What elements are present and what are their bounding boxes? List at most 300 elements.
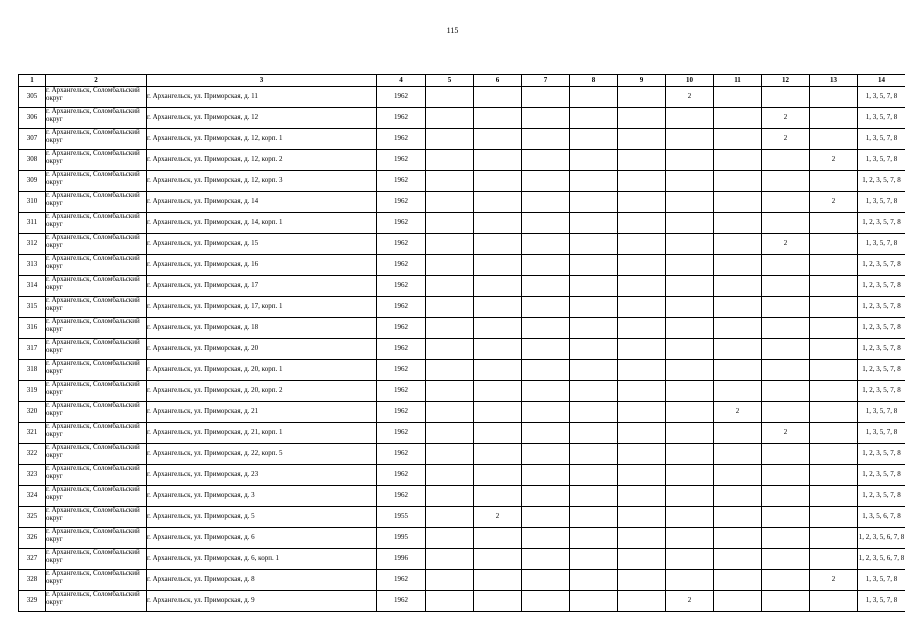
year-cell: 1962: [377, 108, 426, 129]
table-row: [19, 213, 905, 234]
col8-cell: [570, 255, 618, 276]
district-cell: г. Архангельск, Соломбальский округ: [46, 423, 147, 444]
col14-cell: 1, 3, 5, 7, 8: [858, 87, 905, 108]
col10-cell: [666, 423, 714, 444]
col6-cell: [474, 339, 522, 360]
col14-cell: 1, 3, 5, 7, 8: [858, 591, 905, 612]
col9-cell: [618, 297, 666, 318]
year-cell: 1962: [377, 360, 426, 381]
row-number: 307: [19, 129, 46, 150]
address-cell: г. Архангельск, ул. Приморская, д. 16: [147, 255, 377, 276]
address-cell: г. Архангельск, ул. Приморская, д. 12, корп. 2: [147, 150, 377, 171]
col11-cell: [714, 339, 762, 360]
row-number: 308: [19, 150, 46, 171]
col14-cell: 1, 2, 3, 5, 7, 8: [858, 486, 905, 507]
col10-cell: [666, 486, 714, 507]
district-cell: г. Архангельск, Соломбальский округ: [46, 360, 147, 381]
col9-cell: [618, 87, 666, 108]
col8-cell: [570, 423, 618, 444]
col8-cell: [570, 402, 618, 423]
row-number: 311: [19, 213, 46, 234]
address-cell: г. Архангельск, ул. Приморская, д. 12: [147, 108, 377, 129]
col6-cell: [474, 108, 522, 129]
year-cell: 1962: [377, 150, 426, 171]
col7-cell: [522, 297, 570, 318]
col12-cell: 2: [762, 234, 810, 255]
col7-cell: [522, 381, 570, 402]
col11-cell: [714, 360, 762, 381]
address-cell: г. Архангельск, ул. Приморская, д. 6, корп. 1: [147, 549, 377, 570]
row-number: 316: [19, 318, 46, 339]
table-row: [19, 402, 905, 423]
col8-cell: [570, 486, 618, 507]
col5-cell: [426, 381, 474, 402]
col14-cell: 1, 2, 3, 5, 6, 7, 8: [858, 549, 905, 570]
district-cell: г. Архангельск, Соломбальский округ: [46, 234, 147, 255]
col11-cell: [714, 591, 762, 612]
col6-cell: [474, 87, 522, 108]
col10-cell: [666, 549, 714, 570]
col13-cell: [810, 486, 858, 507]
address-cell: г. Архангельск, ул. Приморская, д. 11: [147, 87, 377, 108]
col10-cell: [666, 570, 714, 591]
col6-cell: [474, 486, 522, 507]
page-number: 115: [446, 26, 459, 35]
table-row: [19, 276, 905, 297]
col13-cell: 2: [810, 150, 858, 171]
col14-cell: 1, 2, 3, 5, 6, 7, 8: [858, 528, 905, 549]
col13-cell: [810, 339, 858, 360]
column-header-7: 7: [522, 75, 570, 87]
column-header-3: 3: [147, 75, 377, 87]
district-cell: г. Архангельск, Соломбальский округ: [46, 381, 147, 402]
col14-cell: 1, 3, 5, 7, 8: [858, 423, 905, 444]
col12-cell: [762, 528, 810, 549]
col11-cell: [714, 297, 762, 318]
col5-cell: [426, 423, 474, 444]
col9-cell: [618, 444, 666, 465]
col9-cell: [618, 171, 666, 192]
col11-cell: [714, 129, 762, 150]
address-cell: г. Архангельск, ул. Приморская, д. 20, корп. 1: [147, 360, 377, 381]
col5-cell: [426, 360, 474, 381]
col11-cell: [714, 192, 762, 213]
column-header-9: 9: [618, 75, 666, 87]
col13-cell: [810, 444, 858, 465]
col13-cell: [810, 423, 858, 444]
col5-cell: [426, 465, 474, 486]
col12-cell: [762, 150, 810, 171]
table-row: [19, 423, 905, 444]
col5-cell: [426, 507, 474, 528]
col12-cell: 2: [762, 423, 810, 444]
table-row: [19, 528, 905, 549]
row-number: 323: [19, 465, 46, 486]
col5-cell: [426, 297, 474, 318]
district-cell: г. Архангельск, Соломбальский округ: [46, 276, 147, 297]
address-cell: г. Архангельск, ул. Приморская, д. 22, корп. 5: [147, 444, 377, 465]
year-cell: 1962: [377, 423, 426, 444]
address-cell: г. Архангельск, ул. Приморская, д. 5: [147, 507, 377, 528]
col13-cell: [810, 255, 858, 276]
col5-cell: [426, 570, 474, 591]
year-cell: 1995: [377, 528, 426, 549]
col14-cell: 1, 3, 5, 7, 8: [858, 108, 905, 129]
year-cell: 1955: [377, 507, 426, 528]
col10-cell: [666, 171, 714, 192]
col11-cell: [714, 255, 762, 276]
header-row: [19, 75, 905, 87]
column-header-2: 2: [46, 75, 147, 87]
col13-cell: [810, 297, 858, 318]
district-cell: г. Архангельск, Соломбальский округ: [46, 339, 147, 360]
col12-cell: [762, 213, 810, 234]
col9-cell: [618, 570, 666, 591]
table-row: [19, 465, 905, 486]
col9-cell: [618, 549, 666, 570]
col9-cell: [618, 591, 666, 612]
address-cell: г. Архангельск, ул. Приморская, д. 18: [147, 318, 377, 339]
col13-cell: [810, 591, 858, 612]
row-number: 309: [19, 171, 46, 192]
col13-cell: [810, 234, 858, 255]
col13-cell: 2: [810, 192, 858, 213]
col11-cell: [714, 318, 762, 339]
col14-cell: 1, 2, 3, 5, 7, 8: [858, 276, 905, 297]
column-header-10: 10: [666, 75, 714, 87]
col10-cell: [666, 444, 714, 465]
col8-cell: [570, 297, 618, 318]
table-row: [19, 108, 905, 129]
row-number: 310: [19, 192, 46, 213]
col6-cell: [474, 381, 522, 402]
col5-cell: [426, 129, 474, 150]
district-cell: г. Архангельск, Соломбальский округ: [46, 507, 147, 528]
col10-cell: 2: [666, 591, 714, 612]
col10-cell: 2: [666, 87, 714, 108]
table-row: [19, 171, 905, 192]
col7-cell: [522, 591, 570, 612]
col8-cell: [570, 528, 618, 549]
col13-cell: [810, 129, 858, 150]
col9-cell: [618, 402, 666, 423]
table-row: [19, 87, 905, 108]
address-cell: г. Архангельск, ул. Приморская, д. 17: [147, 276, 377, 297]
row-number: 318: [19, 360, 46, 381]
row-number: 313: [19, 255, 46, 276]
col10-cell: [666, 360, 714, 381]
column-header-1: 1: [19, 75, 46, 87]
col13-cell: [810, 108, 858, 129]
table-row: [19, 234, 905, 255]
year-cell: 1962: [377, 318, 426, 339]
col14-cell: 1, 2, 3, 5, 7, 8: [858, 318, 905, 339]
address-cell: г. Архангельск, ул. Приморская, д. 20: [147, 339, 377, 360]
col12-cell: [762, 444, 810, 465]
col7-cell: [522, 108, 570, 129]
col11-cell: [714, 213, 762, 234]
col12-cell: 2: [762, 108, 810, 129]
row-number: 322: [19, 444, 46, 465]
col9-cell: [618, 213, 666, 234]
year-cell: 1962: [377, 192, 426, 213]
table-row: [19, 255, 905, 276]
column-header-4: 4: [377, 75, 426, 87]
row-number: 327: [19, 549, 46, 570]
table-row: [19, 507, 905, 528]
district-cell: г. Архангельск, Соломбальский округ: [46, 528, 147, 549]
row-number: 305: [19, 87, 46, 108]
col5-cell: [426, 549, 474, 570]
col5-cell: [426, 87, 474, 108]
col9-cell: [618, 318, 666, 339]
col12-cell: [762, 507, 810, 528]
col14-cell: 1, 3, 5, 7, 8: [858, 150, 905, 171]
col14-cell: 1, 3, 5, 7, 8: [858, 234, 905, 255]
col10-cell: [666, 192, 714, 213]
district-cell: г. Архангельск, Соломбальский округ: [46, 129, 147, 150]
year-cell: 1962: [377, 591, 426, 612]
address-cell: г. Архангельск, ул. Приморская, д. 21, корп. 1: [147, 423, 377, 444]
address-cell: г. Архангельск, ул. Приморская, д. 8: [147, 570, 377, 591]
col13-cell: [810, 528, 858, 549]
col5-cell: [426, 486, 474, 507]
row-number: 325: [19, 507, 46, 528]
district-cell: г. Архангельск, Соломбальский округ: [46, 486, 147, 507]
col11-cell: [714, 171, 762, 192]
district-cell: г. Архангельск, Соломбальский округ: [46, 213, 147, 234]
col12-cell: [762, 87, 810, 108]
col8-cell: [570, 591, 618, 612]
col7-cell: [522, 150, 570, 171]
col9-cell: [618, 465, 666, 486]
column-header-13: 13: [810, 75, 858, 87]
col9-cell: [618, 150, 666, 171]
col9-cell: [618, 255, 666, 276]
address-cell: г. Архангельск, ул. Приморская, д. 14: [147, 192, 377, 213]
col7-cell: [522, 318, 570, 339]
col13-cell: [810, 507, 858, 528]
year-cell: 1962: [377, 129, 426, 150]
col12-cell: [762, 381, 810, 402]
col11-cell: [714, 486, 762, 507]
year-cell: 1962: [377, 402, 426, 423]
col6-cell: [474, 591, 522, 612]
year-cell: 1962: [377, 87, 426, 108]
col7-cell: [522, 465, 570, 486]
address-cell: г. Архангельск, ул. Приморская, д. 6: [147, 528, 377, 549]
col7-cell: [522, 507, 570, 528]
address-cell: г. Архангельск, ул. Приморская, д. 15: [147, 234, 377, 255]
col12-cell: 2: [762, 129, 810, 150]
year-cell: 1962: [377, 171, 426, 192]
address-cell: г. Архангельск, ул. Приморская, д. 14, корп. 1: [147, 213, 377, 234]
table-row: [19, 360, 905, 381]
col14-cell: 1, 2, 3, 5, 7, 8: [858, 339, 905, 360]
register-table: [18, 74, 905, 612]
column-header-8: 8: [570, 75, 618, 87]
table-row: [19, 591, 905, 612]
col14-cell: 1, 2, 3, 5, 7, 8: [858, 381, 905, 402]
col11-cell: [714, 507, 762, 528]
district-cell: г. Архангельск, Соломбальский округ: [46, 108, 147, 129]
col13-cell: [810, 171, 858, 192]
table-body: [19, 87, 905, 612]
year-cell: 1962: [377, 339, 426, 360]
col10-cell: [666, 465, 714, 486]
col11-cell: [714, 570, 762, 591]
district-cell: г. Архангельск, Соломбальский округ: [46, 549, 147, 570]
address-cell: г. Архангельск, ул. Приморская, д. 12, корп. 3: [147, 171, 377, 192]
col8-cell: [570, 108, 618, 129]
col12-cell: [762, 360, 810, 381]
col6-cell: [474, 318, 522, 339]
district-cell: г. Архангельск, Соломбальский округ: [46, 318, 147, 339]
col13-cell: [810, 276, 858, 297]
col9-cell: [618, 507, 666, 528]
col6-cell: [474, 192, 522, 213]
col11-cell: [714, 381, 762, 402]
col5-cell: [426, 213, 474, 234]
col7-cell: [522, 213, 570, 234]
district-cell: г. Архангельск, Соломбальский округ: [46, 570, 147, 591]
col7-cell: [522, 486, 570, 507]
col6-cell: [474, 402, 522, 423]
address-cell: г. Архангельск, ул. Приморская, д. 21: [147, 402, 377, 423]
col12-cell: [762, 339, 810, 360]
col10-cell: [666, 150, 714, 171]
col5-cell: [426, 171, 474, 192]
col8-cell: [570, 444, 618, 465]
col13-cell: [810, 87, 858, 108]
col5-cell: [426, 402, 474, 423]
col13-cell: [810, 360, 858, 381]
col9-cell: [618, 360, 666, 381]
table-row: [19, 192, 905, 213]
col7-cell: [522, 423, 570, 444]
col12-cell: [762, 297, 810, 318]
col11-cell: [714, 465, 762, 486]
col8-cell: [570, 213, 618, 234]
col5-cell: [426, 255, 474, 276]
column-header-5: 5: [426, 75, 474, 87]
col7-cell: [522, 360, 570, 381]
col7-cell: [522, 528, 570, 549]
col5-cell: [426, 234, 474, 255]
col7-cell: [522, 444, 570, 465]
col7-cell: [522, 234, 570, 255]
col8-cell: [570, 360, 618, 381]
col10-cell: [666, 318, 714, 339]
col12-cell: [762, 591, 810, 612]
district-cell: г. Архангельск, Соломбальский округ: [46, 171, 147, 192]
year-cell: 1962: [377, 213, 426, 234]
col13-cell: [810, 318, 858, 339]
col8-cell: [570, 318, 618, 339]
col9-cell: [618, 486, 666, 507]
year-cell: 1996: [377, 549, 426, 570]
col6-cell: [474, 150, 522, 171]
col5-cell: [426, 591, 474, 612]
col14-cell: 1, 3, 5, 7, 8: [858, 192, 905, 213]
district-cell: г. Архангельск, Соломбальский округ: [46, 150, 147, 171]
col6-cell: [474, 297, 522, 318]
year-cell: 1962: [377, 444, 426, 465]
col8-cell: [570, 171, 618, 192]
col10-cell: [666, 129, 714, 150]
col14-cell: 1, 2, 3, 5, 7, 8: [858, 213, 905, 234]
col6-cell: 2: [474, 507, 522, 528]
col7-cell: [522, 339, 570, 360]
col10-cell: [666, 276, 714, 297]
col6-cell: [474, 234, 522, 255]
col9-cell: [618, 129, 666, 150]
col5-cell: [426, 150, 474, 171]
col7-cell: [522, 570, 570, 591]
year-cell: 1962: [377, 465, 426, 486]
column-header-12: 12: [762, 75, 810, 87]
row-number: 317: [19, 339, 46, 360]
col7-cell: [522, 87, 570, 108]
row-number: 321: [19, 423, 46, 444]
col6-cell: [474, 465, 522, 486]
col13-cell: [810, 465, 858, 486]
col14-cell: 1, 3, 5, 7, 8: [858, 402, 905, 423]
table-row: [19, 129, 905, 150]
year-cell: 1962: [377, 381, 426, 402]
col14-cell: 1, 2, 3, 5, 7, 8: [858, 255, 905, 276]
address-cell: г. Архангельск, ул. Приморская, д. 9: [147, 591, 377, 612]
col12-cell: [762, 486, 810, 507]
address-cell: г. Архангельск, ул. Приморская, д. 3: [147, 486, 377, 507]
address-cell: г. Архангельск, ул. Приморская, д. 12, корп. 1: [147, 129, 377, 150]
address-cell: г. Архангельск, ул. Приморская, д. 23: [147, 465, 377, 486]
col13-cell: [810, 402, 858, 423]
col10-cell: [666, 528, 714, 549]
col12-cell: [762, 570, 810, 591]
district-cell: г. Архангельск, Соломбальский округ: [46, 444, 147, 465]
row-number: 315: [19, 297, 46, 318]
col6-cell: [474, 549, 522, 570]
col8-cell: [570, 192, 618, 213]
col10-cell: [666, 234, 714, 255]
col8-cell: [570, 549, 618, 570]
col5-cell: [426, 339, 474, 360]
address-cell: г. Архангельск, ул. Приморская, д. 17, корп. 1: [147, 297, 377, 318]
col6-cell: [474, 444, 522, 465]
col8-cell: [570, 276, 618, 297]
col6-cell: [474, 213, 522, 234]
col10-cell: [666, 381, 714, 402]
col9-cell: [618, 423, 666, 444]
table-row: [19, 297, 905, 318]
district-cell: г. Архангельск, Соломбальский округ: [46, 591, 147, 612]
col5-cell: [426, 276, 474, 297]
col8-cell: [570, 465, 618, 486]
col14-cell: 1, 2, 3, 5, 7, 8: [858, 297, 905, 318]
col7-cell: [522, 402, 570, 423]
col11-cell: [714, 276, 762, 297]
table-row: [19, 549, 905, 570]
year-cell: 1962: [377, 234, 426, 255]
address-cell: г. Архангельск, ул. Приморская, д. 20, корп. 2: [147, 381, 377, 402]
year-cell: 1962: [377, 486, 426, 507]
col8-cell: [570, 507, 618, 528]
col11-cell: [714, 234, 762, 255]
col10-cell: [666, 213, 714, 234]
col10-cell: [666, 402, 714, 423]
col6-cell: [474, 171, 522, 192]
